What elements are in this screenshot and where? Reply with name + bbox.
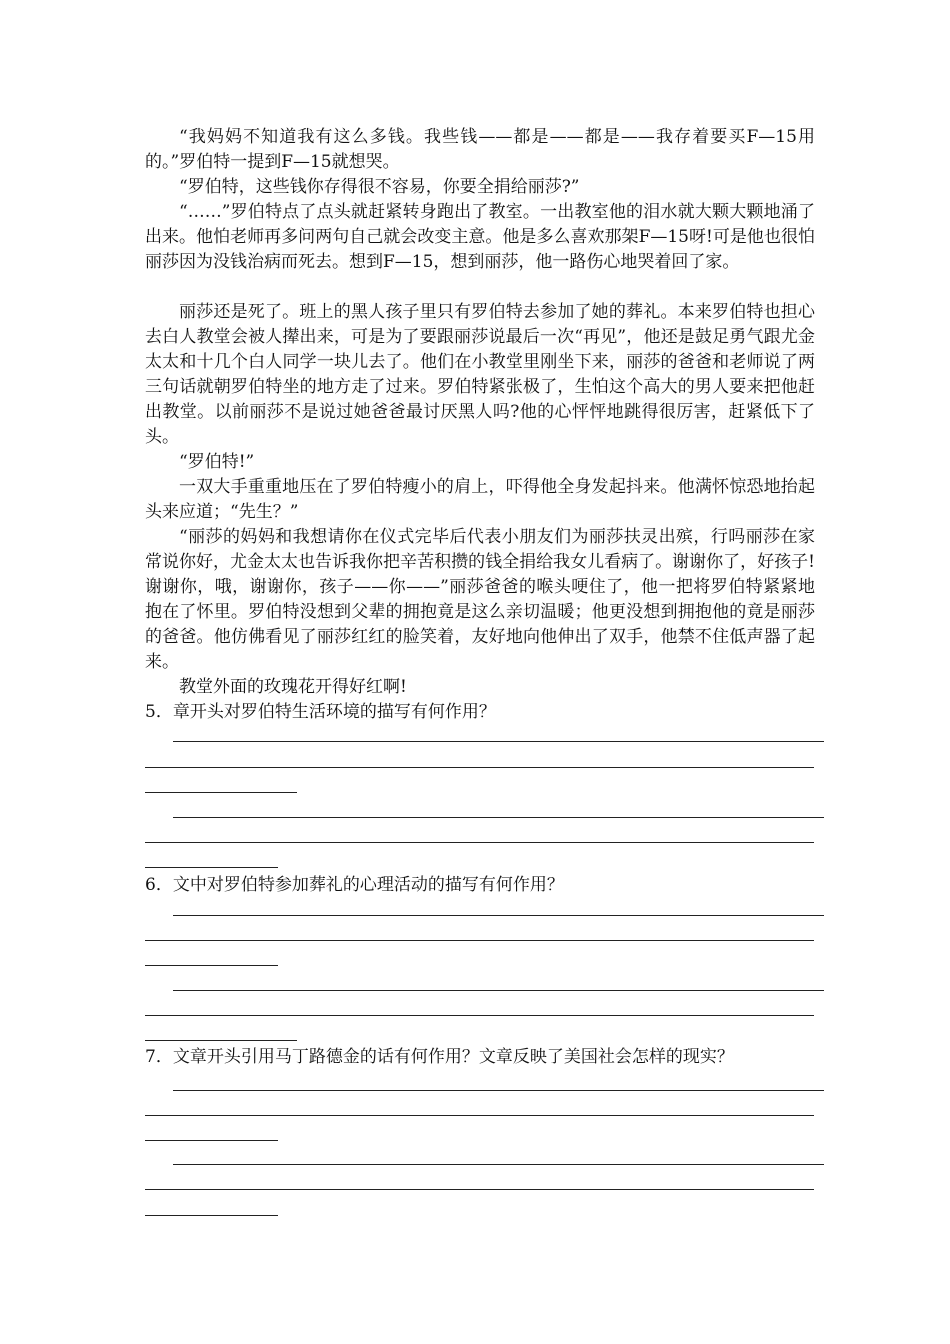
- answer-line[interactable]: [145, 792, 297, 793]
- answer-line[interactable]: [173, 915, 824, 916]
- passage-paragraph: 丽莎还是死了。班上的黑人孩子里只有罗伯特去参加了她的葬礼。本来罗伯特也担心去白人教堂会被人撵出来，可是为了要跟丽莎说最后一次“再见”，他还是鼓足勇气跟尤金太太和十几个白人同学一块儿去了。他们在小教堂里刚坐下来，丽莎的爸爸和老师说了两三句话就朝罗伯特坐的地方走了过来。罗伯特紧张极了，生怕这个高大的男人要来把他赶出教堂。以前丽莎不是说过她爸爸最讨厌黑人吗?他的心怦怦地跳得很厉害，赶紧低下了头。: [145, 302, 815, 447]
- answer-line[interactable]: [145, 1189, 814, 1190]
- passage-paragraph: “罗伯特!”: [179, 452, 255, 472]
- answer-line[interactable]: [145, 767, 814, 768]
- passage-paragraph: “我妈妈不知道我有这么多钱。我些钱——都是——都是——我存着要买F—15用的。”罗伯特一提到F—15就想哭。: [145, 127, 815, 172]
- answer-line[interactable]: [145, 1215, 278, 1216]
- answer-line[interactable]: [173, 1164, 824, 1165]
- question-5: 5．章开头对罗伯特生活环境的描写有何作用？: [145, 702, 496, 722]
- answer-line[interactable]: [173, 741, 824, 742]
- answer-line[interactable]: [145, 1015, 814, 1016]
- answer-line[interactable]: [173, 817, 824, 818]
- answer-line[interactable]: [145, 965, 278, 966]
- passage-paragraph: “丽莎的妈妈和我想请你在仪式完毕后代表小朋友们为丽莎扶灵出殡，行吗丽莎在家常说你好，尤金太太也告诉我你把辛苦积攒的钱全捐给我女儿看病了。谢谢你了，好孩子!谢谢你，哦，谢谢你，孩子——你——”丽莎爸爸的喉头哽住了，他一把将罗伯特紧紧地抱在了怀里。罗伯特没想到父辈的拥抱竟是这么亲切温暖；他更没想到拥抱他的竟是丽莎的爸爸。他仿佛看见了丽莎红红的脸笑着，友好地向他伸出了双手，他禁不住低声器了起来。: [145, 527, 815, 672]
- answer-line[interactable]: [173, 990, 824, 991]
- answer-line[interactable]: [145, 1115, 814, 1116]
- passage-paragraph: “……”罗伯特点了点头就赶紧转身跑出了教室。一出教室他的泪水就大颗大颗地涌了出来。他怕老师再多问两句自己就会改变主意。他是多么喜欢那架F—15呀!可是他也很怕丽莎因为没钱治病而死去。想到F—15，想到丽莎，他一路伤心地哭着回了家。: [145, 202, 815, 272]
- answer-line[interactable]: [145, 1140, 278, 1141]
- answer-line[interactable]: [145, 1040, 297, 1041]
- question-6: 6．文中对罗伯特参加葬礼的心理活动的描写有何作用？: [145, 875, 564, 895]
- answer-line[interactable]: [145, 867, 278, 868]
- answer-line[interactable]: [145, 940, 814, 941]
- passage-paragraph: “罗伯特，这些钱你存得很不容易，你要全捐给丽莎?”: [179, 177, 580, 197]
- question-7: 7．文章开头引用马丁路德金的话有何作用？文章反映了美国社会怎样的现实？: [145, 1047, 734, 1067]
- passage-paragraph: 一双大手重重地压在了罗伯特瘦小的肩上，吓得他全身发起抖来。他满怀惊恐地抬起头来应道；“先生？”: [145, 477, 815, 522]
- answer-line[interactable]: [145, 842, 814, 843]
- passage-paragraph: 教堂外面的玫瑰花开得好红啊!: [179, 677, 407, 697]
- answer-line[interactable]: [173, 1090, 824, 1091]
